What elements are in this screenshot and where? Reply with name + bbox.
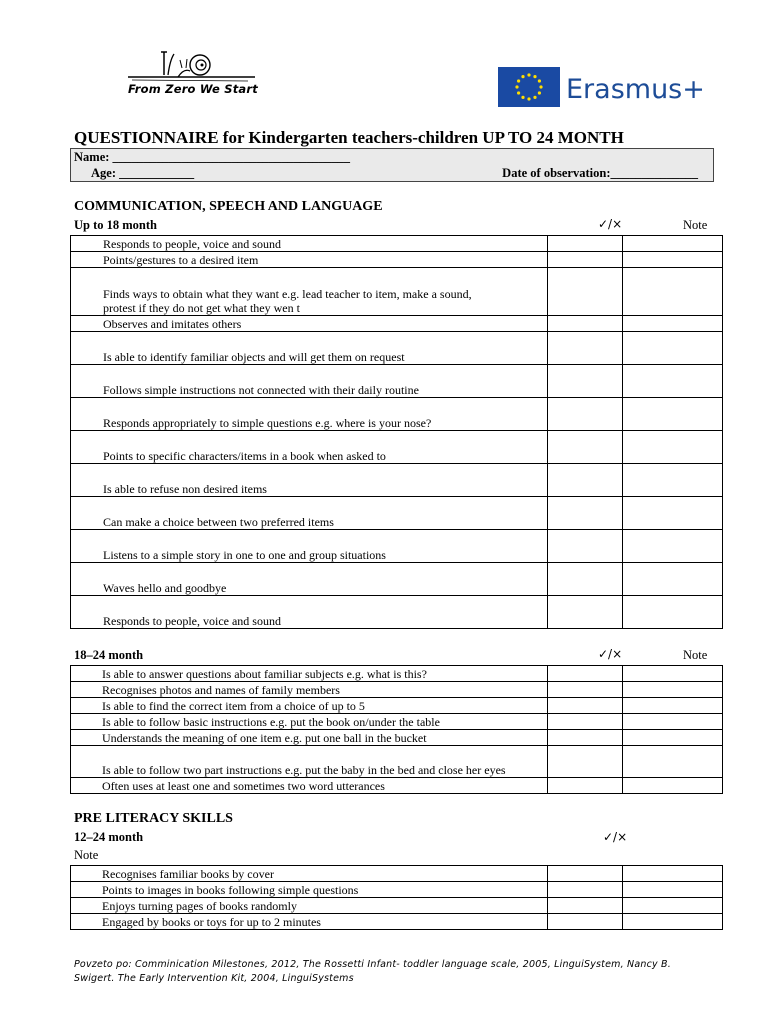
note-cell[interactable] xyxy=(623,497,723,530)
check-cell[interactable] xyxy=(548,778,623,794)
age-field[interactable]: Age: ____________ xyxy=(91,166,195,180)
check-cell[interactable] xyxy=(548,431,623,464)
item-text: Points to images in books following simple questions xyxy=(71,882,548,898)
note-cell[interactable] xyxy=(623,882,723,898)
table-row xyxy=(71,332,723,365)
check-cell[interactable] xyxy=(548,268,623,316)
table-row xyxy=(71,398,723,431)
table-row xyxy=(71,596,723,629)
note-cell[interactable] xyxy=(623,730,723,746)
check-cross-header: ✓/× xyxy=(598,647,623,661)
note-header: Note xyxy=(683,218,708,232)
item-text: Recognises photos and names of family members xyxy=(71,682,548,698)
check-cell[interactable] xyxy=(548,666,623,682)
table-row xyxy=(71,497,723,530)
check-cell[interactable] xyxy=(548,464,623,497)
item-text: Engaged by books or toys for up to 2 minutes xyxy=(71,914,548,930)
logo-caption: From Zero We Start xyxy=(128,82,258,96)
check-cell[interactable] xyxy=(548,866,623,882)
date-of-observation-field[interactable]: Date of observation:______________ xyxy=(502,166,698,180)
check-cell[interactable] xyxy=(548,398,623,431)
from-zero-we-start-logo xyxy=(120,44,260,104)
note-header: Note xyxy=(683,648,708,662)
check-cell[interactable] xyxy=(548,682,623,698)
table-row xyxy=(71,914,723,930)
table-row xyxy=(71,778,723,794)
table-row xyxy=(71,682,723,698)
table-row xyxy=(71,268,723,316)
check-cell[interactable] xyxy=(548,497,623,530)
item-text: Responds appropriately to simple questions e.g. where is your nose? xyxy=(71,398,548,431)
check-cell[interactable] xyxy=(548,252,623,268)
table-row xyxy=(71,898,723,914)
check-cell[interactable] xyxy=(548,236,623,252)
group-label-up-to-18: Up to 18 month xyxy=(74,218,157,232)
table-row xyxy=(71,431,723,464)
name-field[interactable]: Name: ______________________________________ xyxy=(74,150,351,164)
item-text: Recognises familiar books by cover xyxy=(71,866,548,882)
note-cell[interactable] xyxy=(623,778,723,794)
item-text: Can make a choice between two preferred items xyxy=(71,497,548,530)
check-cell[interactable] xyxy=(548,898,623,914)
table-row xyxy=(71,316,723,332)
section-title-literacy: PRE LITERACY SKILLS xyxy=(74,811,233,826)
table-row xyxy=(71,866,723,882)
check-cell[interactable] xyxy=(548,714,623,730)
check-cell[interactable] xyxy=(548,882,623,898)
item-text: Observes and imitates others xyxy=(71,316,548,332)
snail-icon xyxy=(120,44,260,84)
erasmus-logo-text: Erasmus+ xyxy=(566,74,705,105)
item-text: Is able to follow basic instructions e.g. put the book on/under the table xyxy=(71,714,548,730)
item-text: Points/gestures to a desired item xyxy=(71,252,548,268)
note-cell[interactable] xyxy=(623,698,723,714)
check-cell[interactable] xyxy=(548,365,623,398)
table-row xyxy=(71,365,723,398)
check-cross-header: ✓/× xyxy=(598,217,623,231)
check-cell[interactable] xyxy=(548,914,623,930)
note-cell[interactable] xyxy=(623,530,723,563)
note-cell[interactable] xyxy=(623,714,723,730)
eu-flag-icon xyxy=(498,67,560,107)
table-row xyxy=(71,882,723,898)
check-cell[interactable] xyxy=(548,730,623,746)
note-cell[interactable] xyxy=(623,365,723,398)
note-cell[interactable] xyxy=(623,398,723,431)
note-cell[interactable] xyxy=(623,682,723,698)
check-cell[interactable] xyxy=(548,530,623,563)
note-cell[interactable] xyxy=(623,332,723,365)
table-row xyxy=(71,666,723,682)
table-up-to-18 xyxy=(70,235,723,629)
item-text: Understands the meaning of one item e.g. put one ball in the bucket xyxy=(71,730,548,746)
item-text: Waves hello and goodbye xyxy=(71,563,548,596)
source-footnote: Povzeto po: Comminication Milestones, 2012, The Rossetti Infant- toddler language scale, 2005, LinguiSystem, Nancy B. Swigert. The Early Intervention Kit, 2004, LinguiSystems xyxy=(74,959,671,984)
item-text: Often uses at least one and sometimes two word utterances xyxy=(71,778,548,794)
group-label-18-24: 18–24 month xyxy=(74,648,144,662)
item-text: Finds ways to obtain what they want e.g. lead teacher to item, make a sound, protest if they do not get what they wen t xyxy=(71,268,548,316)
check-cell[interactable] xyxy=(548,563,623,596)
item-text: Enjoys turning pages of books randomly xyxy=(71,898,548,914)
note-cell[interactable] xyxy=(623,236,723,252)
check-cell[interactable] xyxy=(548,746,623,778)
check-cell[interactable] xyxy=(548,596,623,629)
table-row xyxy=(71,746,723,778)
table-18-24 xyxy=(70,665,723,794)
item-text: Responds to people, voice and sound xyxy=(71,236,548,252)
note-cell[interactable] xyxy=(623,746,723,778)
item-text: Is able to follow two part instructions e.g. put the baby in the bed and close her eyes xyxy=(71,746,548,778)
check-cell[interactable] xyxy=(548,698,623,714)
item-text: Is able to answer questions about familiar subjects e.g. what is this? xyxy=(71,666,548,682)
group-label-12-24: 12–24 month xyxy=(74,830,144,844)
item-text: Is able to refuse non desired items xyxy=(71,464,548,497)
check-cross-header: ✓/× xyxy=(603,830,628,844)
note-cell[interactable] xyxy=(623,563,723,596)
note-cell[interactable] xyxy=(623,866,723,882)
table-row xyxy=(71,236,723,252)
table-row xyxy=(71,714,723,730)
table-row xyxy=(71,698,723,714)
check-cell[interactable] xyxy=(548,316,623,332)
note-cell[interactable] xyxy=(623,252,723,268)
note-cell[interactable] xyxy=(623,316,723,332)
item-text: Points to specific characters/items in a book when asked to xyxy=(71,431,548,464)
table-row xyxy=(71,563,723,596)
info-box xyxy=(70,148,714,182)
note-cell[interactable] xyxy=(623,464,723,497)
note-cell[interactable] xyxy=(623,268,723,316)
item-text: Follows simple instructions not connected with their daily routine xyxy=(71,365,548,398)
table-row xyxy=(71,730,723,746)
table-row xyxy=(71,252,723,268)
check-cell[interactable] xyxy=(548,332,623,365)
item-text: Is able to find the correct item from a choice of up to 5 xyxy=(71,698,548,714)
page-title: QUESTIONNAIRE for Kindergarten teachers-children UP TO 24 MONTH xyxy=(74,128,624,147)
note-header: Note xyxy=(74,848,99,862)
note-cell[interactable] xyxy=(623,596,723,629)
item-text: Listens to a simple story in one to one and group situations xyxy=(71,530,548,563)
note-cell[interactable] xyxy=(623,914,723,930)
note-cell[interactable] xyxy=(623,431,723,464)
table-literacy xyxy=(70,865,723,930)
item-text: Is able to identify familiar objects and will get them on request xyxy=(71,332,548,365)
section-title-communication: COMMUNICATION, SPEECH AND LANGUAGE xyxy=(74,199,383,214)
note-cell[interactable] xyxy=(623,666,723,682)
table-row xyxy=(71,530,723,563)
note-cell[interactable] xyxy=(623,898,723,914)
table-row xyxy=(71,464,723,497)
item-text: Responds to people, voice and sound xyxy=(71,596,548,629)
